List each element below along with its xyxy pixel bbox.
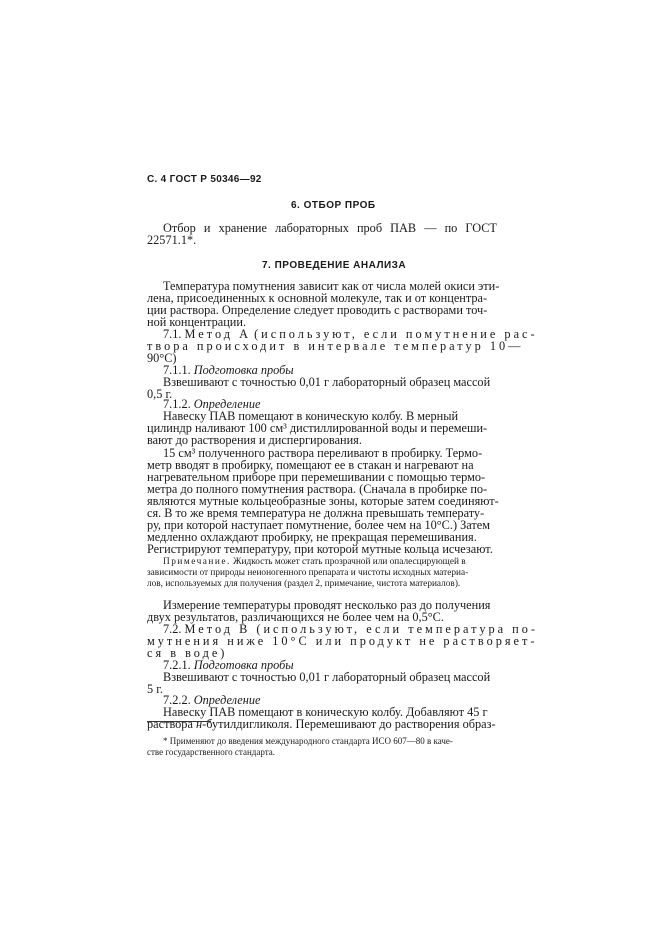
paragraph-line: Навеску ПАВ помещают в коническую колбу. Добавляют 45 г xyxy=(163,705,488,719)
method-a-line1: 7.1. Метод А (используют, если помутнение рас- xyxy=(163,327,538,341)
paragraph-line: раствора н-бутилдигликоля. Перемешивают до растворения образ- xyxy=(147,717,496,731)
paragraph-line: медленно охлаждают пробирку, не прекращая перемешивания. xyxy=(147,530,477,544)
footnote-line: стве государственного стандарта. xyxy=(147,747,276,757)
section-7-title: 7. ПРОВЕДЕНИЕ АНАЛИЗА xyxy=(262,260,407,271)
paragraph-line: 0,5 г. xyxy=(147,387,173,401)
paragraph-line: 5 г. xyxy=(147,682,163,696)
paragraph-line: ся. В то же время температура не должна превышать температу- xyxy=(147,506,485,520)
method-a-line2: твора происходит в интервале температур 10— xyxy=(147,339,524,353)
intro-line: ции раствора. Определение следует проводить с растворами точ- xyxy=(147,303,488,317)
method-b-line1: 7.2. Метод В (используют, если температура по- xyxy=(163,622,539,636)
intro-line: лена, присоединенных к основной молекуле, так и от концентра- xyxy=(147,291,488,305)
subsection-7-1-1-heading: 7.1.1. Подготовка пробы xyxy=(163,363,294,377)
footnote-line: * Применяют до введения международного стандарта ИСО 607—80 в каче- xyxy=(163,736,453,746)
paragraph-line: Измерение температуры проводят несколько раз до получения xyxy=(163,598,491,612)
paragraph-line: 15 см³ полученного раствора переливают в пробирку. Термо- xyxy=(163,446,483,460)
subsection-7-1-2-heading: 7.1.2. Определение xyxy=(163,397,261,411)
note-line: зависимости от природы неионогенного препарата и чистоты исходных материа- xyxy=(147,568,469,578)
paragraph-line: двух результатов, различающихся не более чем на 0,5°С. xyxy=(147,610,444,624)
section-6-title: 6. ОТБОР ПРОБ xyxy=(291,200,376,211)
intro-line: Температура помутнения зависит как от числа молей окиси эти- xyxy=(163,279,500,293)
paragraph-line: Взвешивают с точностью 0,01 г лабораторный образец массой xyxy=(163,670,491,684)
method-b-line2: мутнения ниже 10°С или продукт не растворяет- xyxy=(147,634,538,648)
note-line: лов, используемых для получения (раздел 2, примечание, чистота материалов). xyxy=(147,579,461,589)
paragraph-line: являются мутные кольцеобразные зоны, которые затем соединяют- xyxy=(147,494,499,508)
subsection-7-2-2-heading: 7.2.2. Определение xyxy=(163,693,261,707)
paragraph-line: Взвешивают с точностью 0,01 г лабораторный образец массой xyxy=(163,375,491,389)
paragraph-line: Навеску ПАВ помещают в коническую колбу. В мерный xyxy=(163,409,459,423)
note-line1: Примечание. Жидкость может стать прозрачной или опалесцирующей в xyxy=(163,557,466,567)
paragraph-line: метр вводят в пробирку, помещают ее в стакан и нагревают на xyxy=(147,458,474,472)
paragraph-line: вают до растворения и диспергирования. xyxy=(147,433,362,447)
paragraph-line: метра до полного помутнения раствора. (Сначала в пробирке по- xyxy=(147,482,488,496)
intro-line: ной концентрации. xyxy=(147,315,247,329)
page-header: С. 4 ГОСТ Р 50346—92 xyxy=(147,174,262,185)
paragraph-line: ру, при которой наступает помутнение, более чем на 10°С.) Затем xyxy=(147,518,491,532)
subsection-7-2-1-heading: 7.2.1. Подготовка пробы xyxy=(163,658,294,672)
method-b-line3: ся в воде) xyxy=(147,646,228,660)
paragraph-line: Регистрируют температуру, при которой мутные кольца исчезают. xyxy=(147,542,493,556)
section-6-text-line1: Отбор и хранение лабораторных проб ПАВ — по ГОСТ xyxy=(163,221,497,235)
paragraph-line: цилиндр наливают 100 см³ дистиллированной воды и перемеши- xyxy=(147,421,488,435)
method-a-line3: 90°С) xyxy=(147,351,177,365)
paragraph-line: нагревательном приборе при перемешивании с помощью термо- xyxy=(147,470,486,484)
section-6-text-line2: 22571.1*. xyxy=(147,233,197,247)
footnote-divider xyxy=(147,721,211,722)
